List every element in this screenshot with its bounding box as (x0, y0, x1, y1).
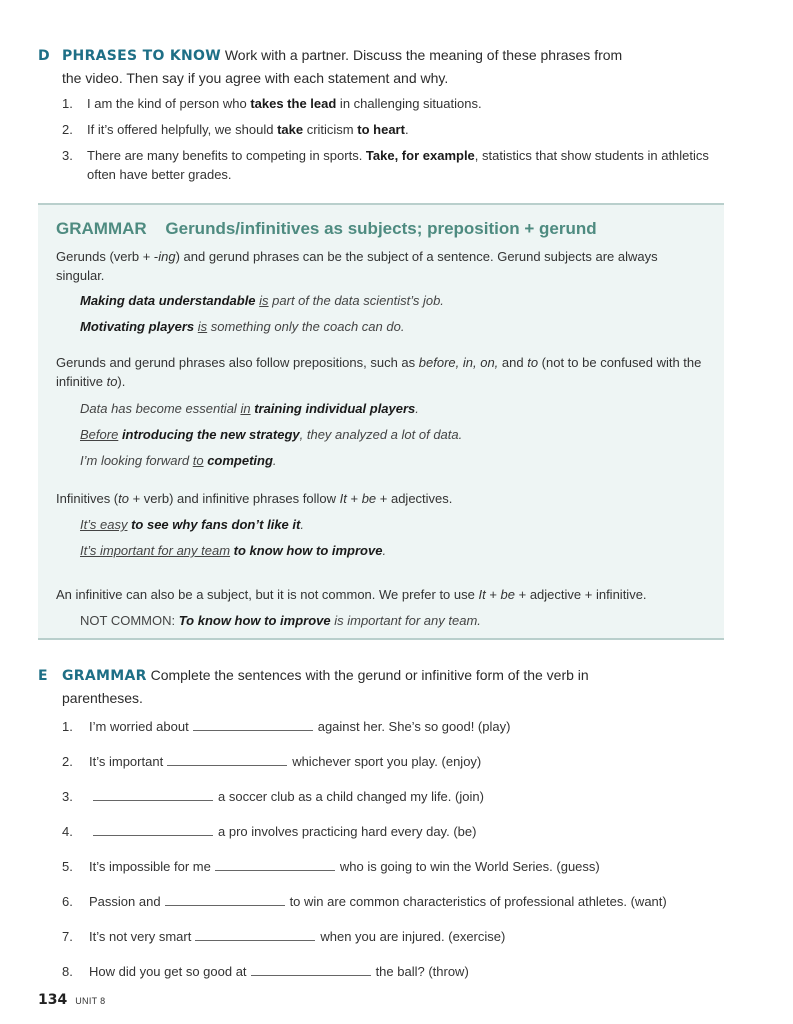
item-after: whichever sport you play. (enjoy) (292, 754, 482, 769)
text: be (361, 491, 377, 506)
text: Gerunds (verb + - (56, 249, 159, 264)
text: It (478, 587, 486, 602)
text: If it’s offered helpfully, we should (87, 122, 278, 137)
item-number: 8. (62, 964, 73, 979)
text: Gerunds and gerund phrases also follow prepositions, such as (56, 355, 419, 370)
list-item (62, 120, 732, 139)
grammar-paragraph (56, 247, 706, 285)
item-number: 4. (62, 824, 73, 839)
exercise-item (62, 718, 510, 736)
not-common-label: NOT COMMON: (80, 613, 179, 628)
answer-blank[interactable] (251, 963, 371, 976)
text: (not to be confused with the infinitive (56, 355, 702, 389)
verb: is (197, 319, 208, 334)
section-e-header (38, 664, 728, 709)
text: + verb) and infinitive phrases follow (128, 491, 340, 506)
item-number: 2. (62, 122, 73, 137)
text: criticism (303, 122, 358, 137)
item-number: 7. (62, 929, 73, 944)
grammar-title (56, 219, 597, 239)
text: I am the kind of person who (87, 96, 251, 111)
exercise-item (62, 893, 667, 911)
page-number: 134 (38, 992, 68, 1008)
text: something only the coach can do. (207, 319, 405, 334)
item-after: a pro involves practicing hard every day. (be) (218, 824, 477, 839)
exercise-item (62, 823, 476, 841)
answer-blank[interactable] (93, 823, 213, 836)
text: to (118, 491, 129, 506)
grammar-example (80, 291, 700, 310)
item-before: Passion and (89, 894, 161, 909)
text: ). (117, 374, 126, 389)
preposition: in (240, 401, 251, 416)
item-after: against her. She’s so good! (play) (317, 719, 511, 734)
section-keyword: GRAMMAR (62, 668, 147, 684)
item-number: 6. (62, 894, 73, 909)
text: An infinitive can also be a subject, but it is not common. We prefer to use (56, 587, 479, 602)
gerund-phrase: competing (207, 453, 273, 468)
infinitive-phrase: to know how to improve (233, 543, 383, 558)
section-instruction-cont: the video. Then say if you agree with each statement and why. (62, 70, 449, 86)
item-text (87, 94, 732, 113)
list-item (62, 146, 732, 184)
preposition: to (192, 453, 204, 468)
item-number: 1. (62, 96, 73, 111)
answer-blank[interactable] (165, 893, 285, 906)
exercise-item (62, 753, 481, 771)
section-instruction-cont: parentheses. (62, 690, 143, 706)
exercise-item (62, 788, 484, 806)
infinitive-phrase: To know how to improve (178, 613, 331, 628)
gerund-phrase: Motivating players (80, 319, 195, 334)
item-before: How did you get so good at (89, 964, 247, 979)
gerund-phrase: introducing the new strategy (121, 427, 300, 442)
text: It (339, 491, 347, 506)
section-instruction: Complete the sentences with the gerund or infinitive form of the verb in (150, 667, 589, 683)
answer-blank[interactable] (193, 718, 313, 731)
answer-blank[interactable] (93, 788, 213, 801)
grammar-paragraph (56, 585, 706, 604)
verb: is (259, 293, 269, 308)
phrase: Take, for example (365, 148, 475, 163)
section-letter: D (38, 48, 50, 64)
preposition: Before (80, 427, 119, 442)
text: . (415, 401, 419, 416)
grammar-example (80, 515, 700, 534)
item-after: the ball? (throw) (375, 964, 469, 979)
grammar-label: GRAMMAR (56, 219, 147, 238)
section-d-header (38, 44, 728, 89)
grammar-example (80, 541, 700, 560)
text: before, in, on, (418, 355, 499, 370)
text: . (272, 453, 277, 468)
item-text (87, 120, 732, 139)
list-item (62, 94, 732, 113)
item-number: 3. (62, 789, 73, 804)
item-before: It’s not very smart (89, 929, 192, 944)
item-before: It’s important (89, 754, 164, 769)
grammar-example (80, 399, 700, 418)
answer-blank[interactable] (195, 928, 315, 941)
text: ) and gerund phrases can be the subject of a sentence. Gerund subjects are always singular. (56, 249, 658, 283)
text: Data has become essential (80, 401, 241, 416)
text: + (485, 587, 501, 602)
grammar-paragraph (56, 489, 706, 508)
text: in challenging situations. (336, 96, 482, 111)
item-after: who is going to win the World Series. (guess) (339, 859, 600, 874)
text: ing (158, 249, 176, 264)
item-number: 5. (62, 859, 73, 874)
phrase: takes the lead (250, 96, 337, 111)
item-text (87, 146, 732, 184)
text: part of the data scientist’s job. (268, 293, 444, 308)
text: Infinitives ( (56, 491, 119, 506)
infinitive-phrase: to see why fans don’t like it (131, 517, 301, 532)
text: , statistics that show students in athletics often have better grades. (87, 148, 709, 182)
section-letter: E (38, 668, 48, 684)
item-after: to win are common characteristics of professional athletes. (want) (289, 894, 667, 909)
phrase: take (277, 122, 304, 137)
grammar-paragraph (56, 353, 706, 391)
text: + adjectives. (376, 491, 453, 506)
item-before: It’s impossible for me (89, 859, 211, 874)
item-before: I’m worried about (89, 719, 189, 734)
section-instruction: Work with a partner. Discuss the meaning of these phrases from (224, 47, 623, 63)
gerund-phrase: Making data understandable (80, 293, 256, 308)
item-after: a soccer club as a child changed my life. (join) (218, 789, 484, 804)
text: , they analyzed a lot of data. (299, 427, 463, 442)
exercise-item (62, 858, 600, 876)
text: + (346, 491, 362, 506)
item-number: 1. (62, 719, 73, 734)
grammar-example (80, 451, 700, 470)
grammar-example (80, 425, 700, 444)
item-number: 2. (62, 754, 73, 769)
answer-blank[interactable] (215, 858, 335, 871)
section-keyword: PHRASES TO KNOW (62, 48, 221, 64)
item-number: 3. (62, 148, 73, 163)
it-be-adjective: It’s easy (80, 517, 128, 532)
answer-blank[interactable] (167, 753, 287, 766)
exercise-item (62, 963, 469, 981)
unit-label: UNIT 8 (75, 996, 106, 1006)
exercise-item (62, 928, 505, 946)
text: be (500, 587, 516, 602)
phrase: to heart (357, 122, 405, 137)
text: is important for any team. (330, 613, 481, 628)
text: . (300, 517, 304, 532)
text: There are many benefits to competing in sports. (87, 148, 366, 163)
text: and (498, 355, 528, 370)
grammar-example (80, 317, 700, 336)
page-footer (38, 992, 105, 1008)
grammar-example (80, 611, 700, 630)
phrases-list (62, 94, 732, 184)
text: . (404, 122, 409, 137)
grammar-box (38, 203, 724, 640)
text: + adjective + infinitive. (515, 587, 647, 602)
grammar-topic: Gerunds/infinitives as subjects; preposition + gerund (165, 219, 597, 238)
text: to (106, 374, 118, 389)
text: . (382, 543, 387, 558)
it-be-adjective: It’s important for any team (80, 543, 231, 558)
gerund-phrase: training individual players (254, 401, 416, 416)
item-after: when you are injured. (exercise) (320, 929, 506, 944)
text: I’m looking forward (80, 453, 193, 468)
text: to (527, 355, 539, 370)
